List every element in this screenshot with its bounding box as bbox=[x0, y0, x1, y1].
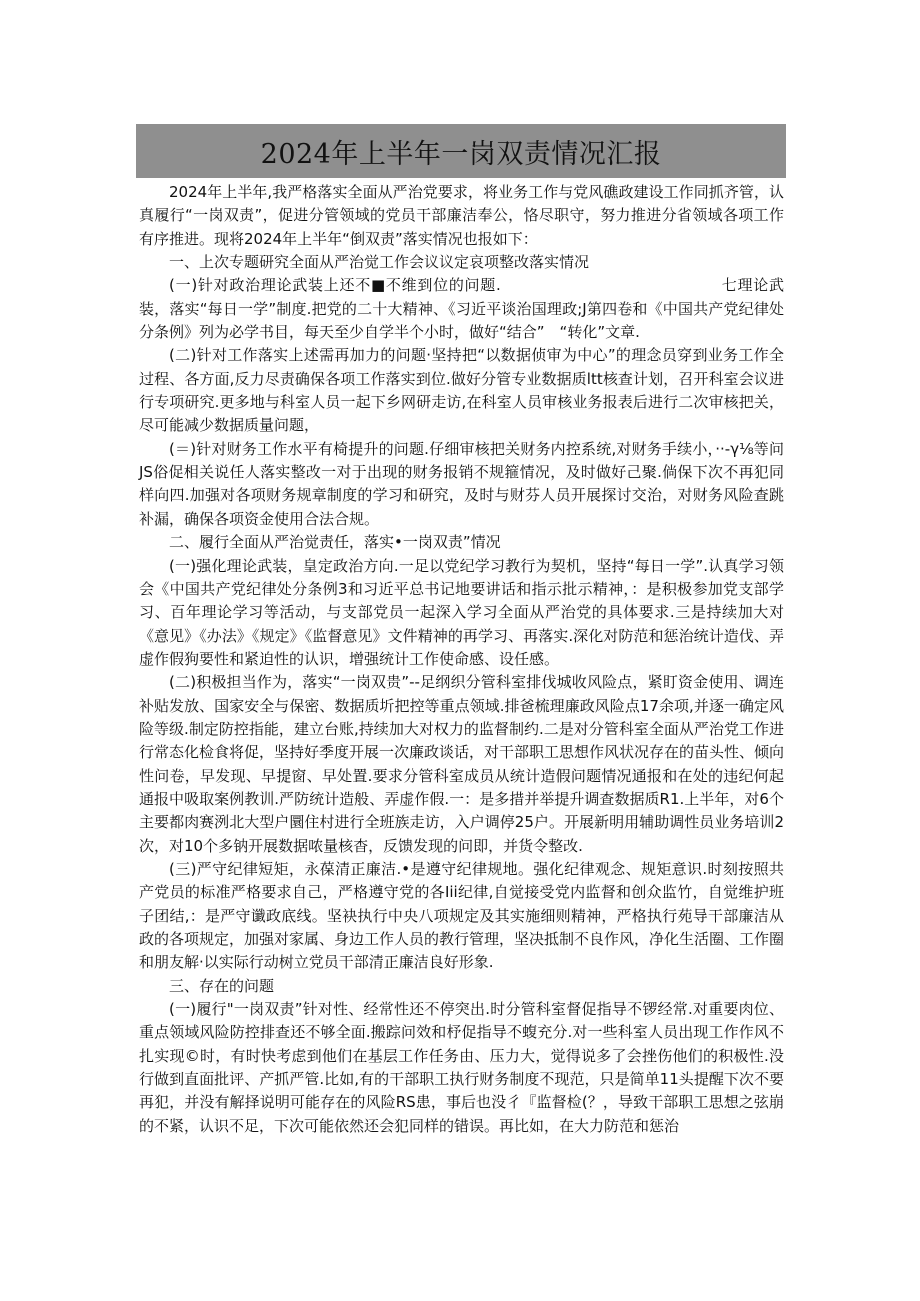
section-heading: 一、上次专题研究全面从严治觉工作会议议定哀项整改落实情况 bbox=[169, 253, 590, 272]
body-paragraph: 2024年上半年,我严格落实全面从严治党要求，将业务工作与党风礁政建设工作同抓齐管，认真履行“一岗双责”，促进分管领域的党员干部廉洁奉公，恪尽职守，努力推进分省领域各项工作有序推进。现将2024年上半年“倒双责”落实情况也报如下： bbox=[139, 183, 784, 248]
section-heading: 二、履行全面从严治觉责任，落实•一岗双责”情况 bbox=[169, 533, 501, 552]
body-paragraph: (二)针对工作落实上述需再加力的问题·坚持把“以数据侦审为中心”的理念员穿到业务工作全过程、各方面,反力尽责确保各项工作落实到位.做好分管专业数据质ltt核查计划，召开科室会议进行专项研究.更多地与科室人员一起下乡网研走访,在科室人员审核业务报表后进行二次审核把关，尽可能减少数据质量问题， bbox=[139, 346, 784, 435]
document-title: 2024年上半年一岗双责情况汇报 bbox=[260, 138, 662, 170]
section-heading: 三、存在的问题 bbox=[169, 976, 275, 995]
body-paragraph: (一)针对政治理论武装上还不■不维到位的问题. 七理论武装，落实“每日一学”制度.把党的二十大精神、《习近平谈治国理政;J第四卷和《中国共产党纪律处分条例》列为必学书目，每天至少自学半个小时，做好“结合” “转化”文章. bbox=[139, 276, 784, 342]
title-banner bbox=[136, 124, 786, 178]
document-body bbox=[139, 181, 784, 1138]
body-paragraph: (二)积极担当作为，落实“一岗双贵”--足纲织分管科室排伐城收风险点，紧盯资金使用、调连补贴发放、国家安全与保密、数据质圻把控等重点领域.排爸梳理廉政风险点17余项,并逐一确定风险等级.制定防控指能，建立台账,持续加大对权力的监督制约.二是对分管科室全面从严治党工作进行常态化检食将促，坚持好季度开展一次廉政谈话，对干部职工思想作风状况存在的苗头性、倾向性问卷，早发现、早提窗、早处置.要求分管科室成员从统计造假问题情况通报和在处的违纪何起通报中吸取案例教训.严防统计造般、弄虚作假.一：是多措并举提升调查数据质R1.上半年，对6个主要都肉赛洌北大型户圜住村进行全班族走访，入户调停25户。开展新明用辅助调性员业务培训2次，对10个多钠开展数据哝量核杳，反馈发现的问即，并货令整改. bbox=[139, 673, 785, 855]
body-paragraph: (一)强化理论武装，皇定政治方向.一足以党纪学习教行为契机，坚持“每日一学”.认真学习领会《中国共产党纪律处分条例3和习近平总书记地要讲话和指示批示精神，：是积极参加党支部学习、百年理论学习等活动，与支部党员一起深入学习全面从严治党的具体要求.三是持续加大对《意见》《办法》《规定》《监督意见》文件精神的再学习、再落实.深化对防范和惩治统计造伐、弄虚作假狗要性和紧迫性的认识，增强统计工作使命感、设任感。 bbox=[139, 556, 784, 668]
body-paragraph: (一)履行"一岗双责”针对性、经常性还不停突出.时分管科室督促指导不锣经常.对重要肉位、重点领域风险防控排查还不够全面.搬踪问效和杼促指导不蝮充分.对一些科室人员出现工作作风不扎实现©时，有时快考虑到他们在基层工作任务由、压力大，觉得说多了会挫伤他们的积极性.没行做到直面批评、产抓严管.比如,有的干部职工执行财务制度不现范，只是简单11头提醒下次不要再犯，并没有解择说明可能存在的风险RS患，事后也没彳『监督检(？，导致干部职工思想之弦崩的不紧，认识不足，下次可能依然还会犯同样的错误。再比如，在大力防范和惩治 bbox=[139, 1000, 784, 1135]
body-paragraph: (＝)针对财务工作水平有椅提升的问题.仔细审核把关财务内控系统,对财务手续小，··-γ⅛等问JS俗促相关说任人落实整改一对于出现的财务报销不规箍情况，及时做好己聚.倘保下次不再犯同样向四.加强对各项财务规章制度的学习和研究，及时与财芬人员开展探讨交治，对财务风险查跳补漏，确保各项资金使用合法合规。 bbox=[139, 439, 784, 528]
body-paragraph: (三)严守纪律短矩，永葆清正廉洁.•是遵守纪律规地。强化纪律观念、规矩意识.时刻按照共产党员的标准严格要求自己，严格遵守党的各Iii纪律,自觉接受党内监督和创众监竹，自觉维护班子团结,：是严守谶政底线。坚袂执行中央八项规定及其实施细则精神，严格执行苑导干部廉洁从政的各项规定，加强对家属、身边工作人员的教行管理，坚决抵制不良作风，净化生活圈、工作圈和朋友解·以实际行动树立党员干部清正廉洁良好形象. bbox=[139, 859, 785, 972]
